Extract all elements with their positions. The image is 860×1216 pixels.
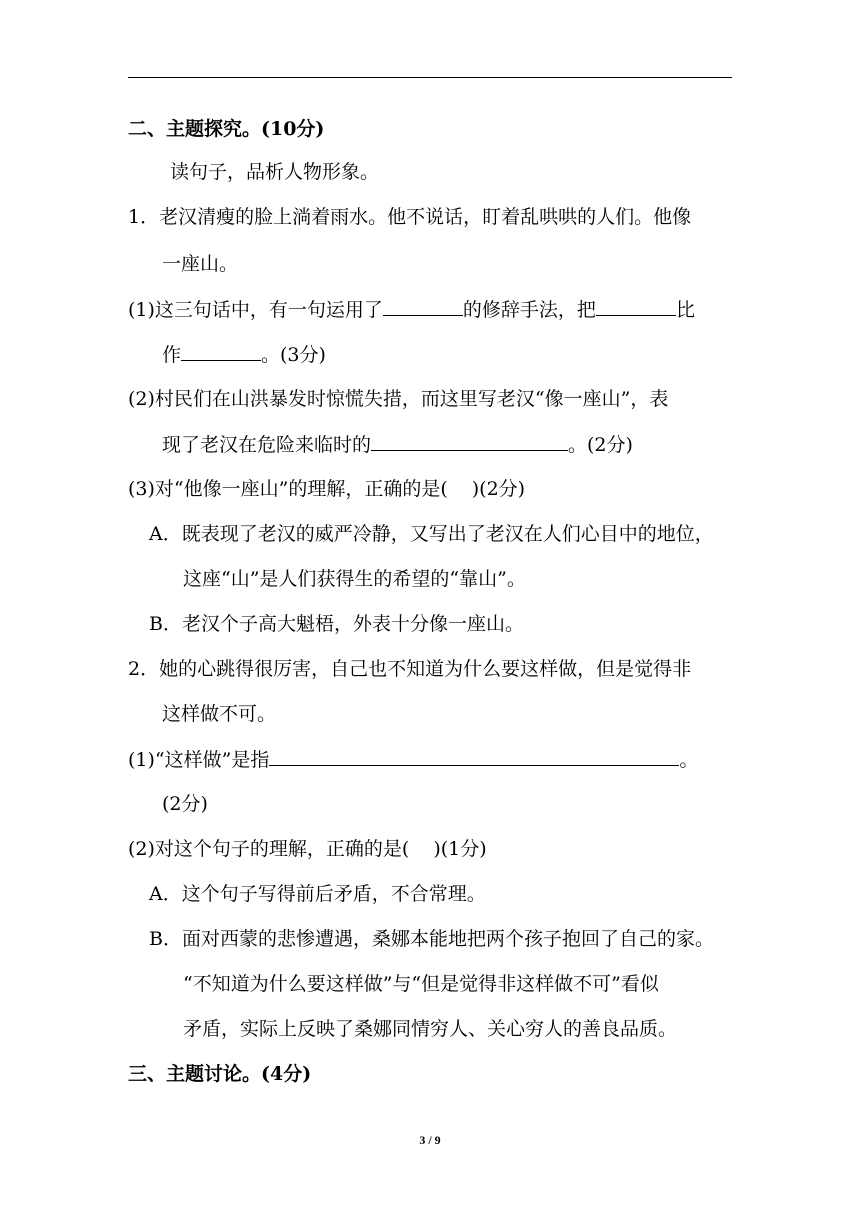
compare-object-blank[interactable] xyxy=(181,342,261,361)
quality-blank[interactable] xyxy=(371,432,568,451)
q2-sub1-part-a: (1)“这样做”是指 xyxy=(128,749,270,771)
q1-sub3 xyxy=(128,477,525,501)
q2-sub2 xyxy=(128,837,487,861)
q1-sub1-part-b: 的修辞手法，把 xyxy=(462,299,596,321)
q1-sub3-part-b: )(2分) xyxy=(471,478,526,500)
q2-sub2-part-b: )(1分) xyxy=(433,838,487,860)
q1-option-b: B．老汉个子高大魁梧，外表十分像一座山。 xyxy=(149,613,524,635)
q1-sub1-line2 xyxy=(162,342,326,367)
q1-text-line1: 1．老汉清瘦的脸上淌着雨水。他不说话，盯着乱哄哄的人们。他像 xyxy=(128,206,692,228)
q1-sub1-part-c: 比 xyxy=(675,299,695,321)
q1-sub2-part-b: 。(2分) xyxy=(568,434,633,456)
section-heading-2: 二、主题探究。(10分) xyxy=(128,118,325,140)
q1-sub1-part-a: (1)这三句话中，有一句运用了 xyxy=(128,299,383,321)
instruction: 读句子，品析人物形象。 xyxy=(170,161,380,183)
q2-text-line1: 2．她的心跳得很厉害，自己也不知道为什么要这样做，但是觉得非 xyxy=(128,658,692,680)
q2-option-b-line3: 矛盾，实际上反映了桑娜同情穷人、关心穷人的善良品质。 xyxy=(183,1018,678,1040)
q2-sub1-line1 xyxy=(128,747,698,772)
header-rule xyxy=(128,77,732,78)
meaning-blank[interactable] xyxy=(269,747,679,766)
q1-sub1-part-d: 作 xyxy=(162,344,182,366)
q2-option-b-line1: B．面对西蒙的悲惨遭遇，桑娜本能地把两个孩子抱回了自己的家。 xyxy=(149,928,714,950)
q1-text-line2: 一座山。 xyxy=(162,253,239,275)
page-number: 3 / 9 xyxy=(419,1133,441,1147)
q2-sub1-part-b: 。 xyxy=(679,749,699,771)
q2-sub1-score: (2分) xyxy=(162,793,208,815)
rhetoric-blank[interactable] xyxy=(383,297,463,316)
q1-option-a-line1: A．既表现了老汉的威严冷静，又写出了老汉在人们心目中的地位， xyxy=(149,523,714,545)
q1-sub2-part-a: 现了老汉在危险来临时的 xyxy=(162,434,372,456)
q1-sub2-line1: (2)村民们在山洪暴发时惊慌失措，而这里写老汉“像一座山”，表 xyxy=(128,388,669,410)
q2-sub2-part-a: (2)对这个句子的理解，正确的是( xyxy=(128,838,410,860)
q2-text-line2: 这样做不可。 xyxy=(162,703,277,725)
q1-option-a-line2: 这座“山”是人们获得生的希望的“靠山”。 xyxy=(183,568,526,590)
q1-sub3-part-a: (3)对“他像一座山”的理解，正确的是( xyxy=(128,478,448,500)
q1-sub1-line1 xyxy=(128,297,695,322)
q2-option-b-line2: “不知道为什么要这样做”与“但是觉得非这样做不可”看似 xyxy=(183,973,659,995)
q1-sub1-part-e: 。(3分) xyxy=(261,344,326,366)
q1-sub2-line2 xyxy=(162,432,633,457)
section-heading-3: 三、主题讨论。(4分) xyxy=(128,1063,312,1085)
q2-option-a: A．这个句子写得前后矛盾，不合常理。 xyxy=(149,883,486,905)
compare-subject-blank[interactable] xyxy=(596,297,676,316)
